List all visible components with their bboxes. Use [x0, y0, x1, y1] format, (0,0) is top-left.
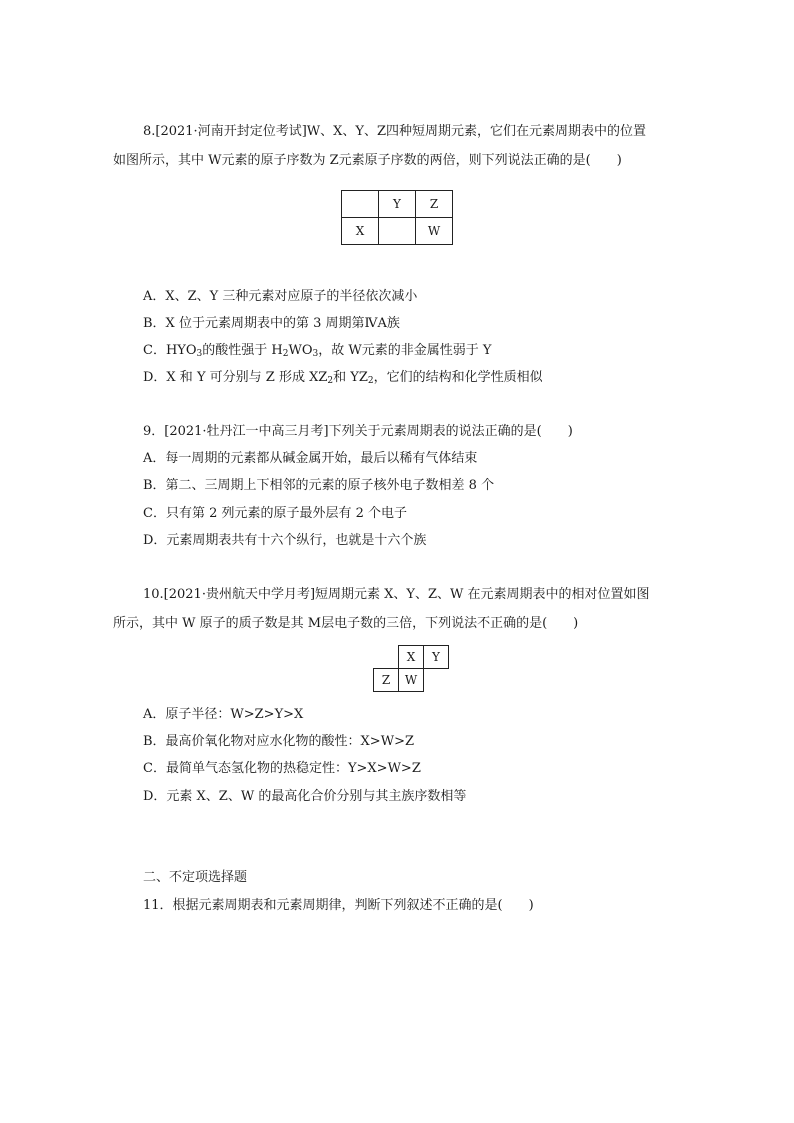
- q9-option-d: D．元素周期表共有十六个纵行，也就是十六个族: [143, 533, 427, 548]
- q8-periodic-grid: [341, 190, 453, 245]
- q10-stem-line1: 10.[2021·贵州航天中学月考]短周期元素 X、Y、Z、W 在元素周期表中的相对位置如图: [143, 587, 650, 602]
- q10-grid-cell-w: W: [399, 669, 424, 692]
- q9-option-c: C．只有第 2 列元素的原子最外层有 2 个电子: [143, 506, 408, 521]
- q8-option-a: A．X、Z、Y 三种元素对应原子的半径依次减小: [143, 289, 418, 304]
- q8-grid-cell-w: W: [416, 218, 453, 245]
- q8-grid-cell-z: Z: [416, 191, 453, 218]
- q10-grid-cell-y: Y: [424, 646, 449, 669]
- q8-option-b: B．X 位于元素周期表中的第 3 周期第ⅣA族: [143, 316, 400, 331]
- q9-option-b: B．第二、三周期上下相邻的元素的原子核外电子数相差 8 个: [143, 478, 495, 493]
- q10-grid-cell-z: Z: [374, 669, 399, 692]
- q11-stem: 11．根据元素周期表和元素周期律，判断下列叙述不正确的是( ): [143, 898, 534, 913]
- q8-option-d: D．X 和 Y 可分别与 Z 形成 $XZ_2$和 $YZ_2$，它们的结构和化学性质相似: [143, 370, 543, 386]
- q9-stem: 9．[2021·牡丹江一中高三月考]下列关于元素周期表的说法正确的是( ): [143, 424, 573, 439]
- q10-grid-cell: [424, 669, 449, 692]
- q10-grid-cell-x: X: [399, 646, 424, 669]
- q8-grid-cell: [342, 191, 379, 218]
- q10-option-a: A．原子半径：W>Z>Y>X: [143, 707, 304, 722]
- q10-periodic-grid: [373, 645, 449, 692]
- section-title: 二、不定项选择题: [143, 870, 248, 885]
- q8-option-c: C．$HYO_3$的酸性强于 $H_2WO_3$，故 W元素的非金属性弱于 Y: [143, 343, 492, 359]
- q8-grid-cell-y: Y: [379, 191, 416, 218]
- q10-option-b: B．最高价氧化物对应水化物的酸性：X>W>Z: [143, 734, 414, 749]
- q8-grid-cell-x: X: [342, 218, 379, 245]
- q10-stem-line2: 所示，其中 W 原子的质子数是其 M层电子数的三倍，下列说法不正确的是( ): [113, 616, 579, 631]
- q10-grid-cell: [374, 646, 399, 669]
- q10-option-c: C．最简单气态氢化物的热稳定性：Y>X>W>Z: [143, 761, 421, 776]
- q8-stem-line2: 如图所示，其中 W元素的原子序数为 Z元素原子序数的两倍，则下列说法正确的是( ): [113, 153, 622, 168]
- q8-stem-line1: 8.[2021·河南开封定位考试]W、X、Y、Z四种短周期元素，它们在元素周期表中的位置: [143, 124, 646, 139]
- q9-option-a: A．每一周期的元素都从碱金属开始，最后以稀有气体结束: [143, 451, 478, 466]
- q10-option-d: D．元素 X、Z、W 的最高化合价分别与其主族序数相等: [143, 789, 467, 804]
- q8-grid-cell: [379, 218, 416, 245]
